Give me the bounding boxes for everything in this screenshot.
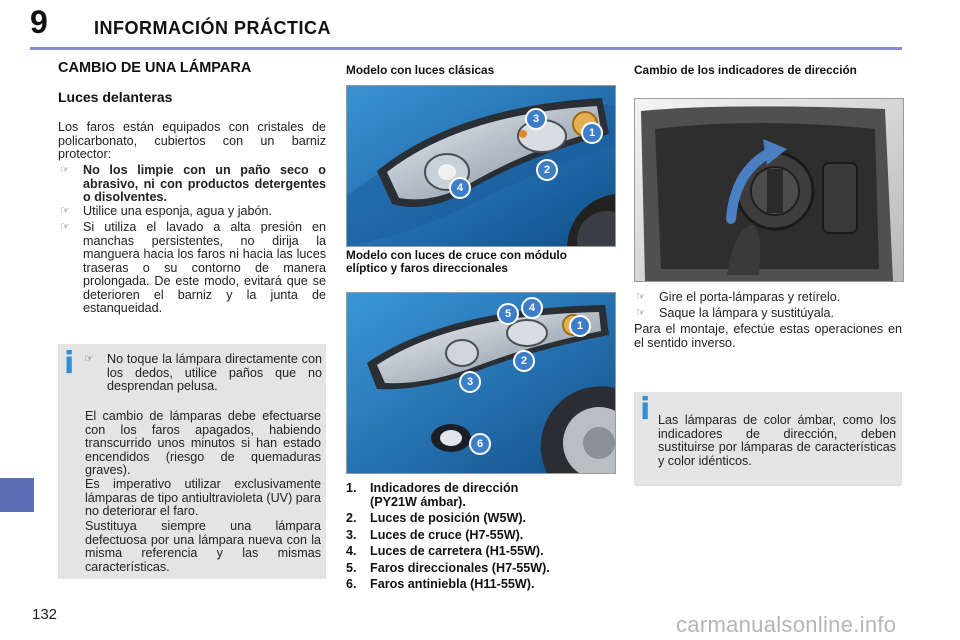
pointing-finger-icon: ☞ (84, 353, 94, 365)
info-box (58, 344, 326, 579)
list-item (346, 511, 560, 525)
list-item (346, 561, 560, 575)
list-item (346, 544, 560, 558)
list-item (82, 353, 322, 394)
figure-title: Cambio de los indicadores de dirección (634, 63, 857, 77)
info-bullet-text: No toque la lámpara directamente con los dedos, utilice paños que no desprendan pelusa. (107, 352, 322, 393)
legend-text: Luces de cruce (H7-55W). (370, 527, 524, 542)
legend-text: Indicadores de dirección (PY21W ámbar). (370, 481, 519, 509)
pointing-finger-icon: ☞ (636, 291, 646, 303)
list-item (634, 291, 902, 305)
list-item (346, 481, 560, 509)
chapter-title: INFORMACIÓN PRÁCTICA (94, 18, 331, 38)
pointing-finger-icon: ☞ (60, 164, 70, 176)
chapter-side-tab (0, 478, 34, 512)
info-paragraph: Las lámparas de color ámbar, como los indicadores de dirección, deben sustituirse por lámparas de características y color idénticos. (658, 413, 896, 468)
bullet-text: Si utiliza el lavado a alta presión en manchas persistentes, no dirija la manguera hacia los faros ni hacia las luces traseras o su contorno de manera prolongada. De este modo, evitará que se deterioren el barniz y la junta de estanqueidad. (83, 220, 326, 315)
info-paragraph: Es imperativo utilizar exclusivamente lámparas de tipo antiultravioleta (UV) para no deteriorar el faro. (85, 477, 321, 518)
intro-paragraph: Los faros están equipados con cristales de policarbonato, cubiertos con un barniz protector: (58, 120, 326, 161)
pointing-finger-icon: ☞ (60, 205, 70, 217)
marker: 1 (569, 315, 591, 337)
list-item (58, 205, 326, 219)
legend-text: Faros direccionales (H7-55W). (370, 560, 550, 575)
marker: 6 (469, 433, 491, 455)
legend-number: 3. (346, 527, 357, 542)
body-paragraph: Para el montaje, efectúe estas operaciones en el sentido inverso. (634, 322, 902, 350)
marker: 4 (449, 177, 471, 199)
page-number: 132 (32, 606, 58, 623)
indicator-access-illustration (635, 99, 903, 281)
legend-number: 1. (346, 481, 357, 495)
bullet-text: Gire el porta-lámparas y retírelo. (659, 290, 841, 304)
bullet-text: Utilice una esponja, agua y jabón. (83, 204, 273, 218)
pointing-finger-icon: ☞ (60, 221, 70, 233)
legend-number: 2. (346, 511, 357, 526)
list-item (58, 221, 326, 316)
legend-text: Faros antiniebla (H11-55W). (370, 576, 535, 591)
legend-text: Luces de carretera (H1-55W). (370, 544, 544, 559)
marker: 3 (459, 371, 481, 393)
legend-text: Luces de posición (W5W). (370, 511, 527, 526)
bullet-text: Saque la lámpara y sustitúyala. (659, 306, 835, 320)
chapter-number: 9 (30, 4, 48, 40)
info-icon: i (64, 346, 75, 381)
legend-number: 5. (346, 560, 357, 575)
info-paragraph: El cambio de lámparas debe efectuarse con los faros apagados, habiendo transcurrido unos minutos si han estado encendidos (riesgo de quemaduras graves). (85, 409, 321, 477)
list-item (58, 164, 326, 205)
marker: 4 (521, 297, 543, 319)
list-item (346, 528, 560, 542)
list-item (634, 307, 902, 321)
header-rule (30, 47, 902, 50)
legend-number: 6. (346, 576, 357, 591)
list-item (346, 577, 560, 591)
figure-title: Modelo con luces clásicas (346, 63, 495, 77)
marker: 3 (525, 108, 547, 130)
indicator-access-photo (634, 98, 904, 282)
info-paragraph: Sustituya siempre una lámpara defectuosa por una lámpara nueva con la misma referencia y las mismas características. (85, 519, 321, 574)
headlamp-classic-photo (346, 85, 616, 247)
bullet-text: No los limpie con un paño seco o abrasivo, ni con productos detergentes o disolventes. (83, 163, 326, 204)
headlamp-classic-illustration (347, 86, 615, 246)
bulb-legend (346, 481, 560, 593)
watermark: carmanualsonline.info (676, 612, 897, 637)
marker: 2 (513, 350, 535, 372)
pointing-finger-icon: ☞ (636, 307, 646, 319)
figure-title: Modelo con luces de cruce con módulo elíptico y faros direccionales (346, 248, 567, 275)
marker: 1 (581, 122, 603, 144)
subsection-title: Luces delanteras (58, 89, 173, 105)
legend-number: 4. (346, 544, 357, 559)
info-icon: i (640, 392, 651, 427)
headlamp-elliptical-photo (346, 292, 616, 474)
marker: 5 (497, 303, 519, 325)
section-title: CAMBIO DE UNA LÁMPARA (58, 60, 252, 76)
info-box (634, 392, 902, 486)
marker: 2 (536, 159, 558, 181)
